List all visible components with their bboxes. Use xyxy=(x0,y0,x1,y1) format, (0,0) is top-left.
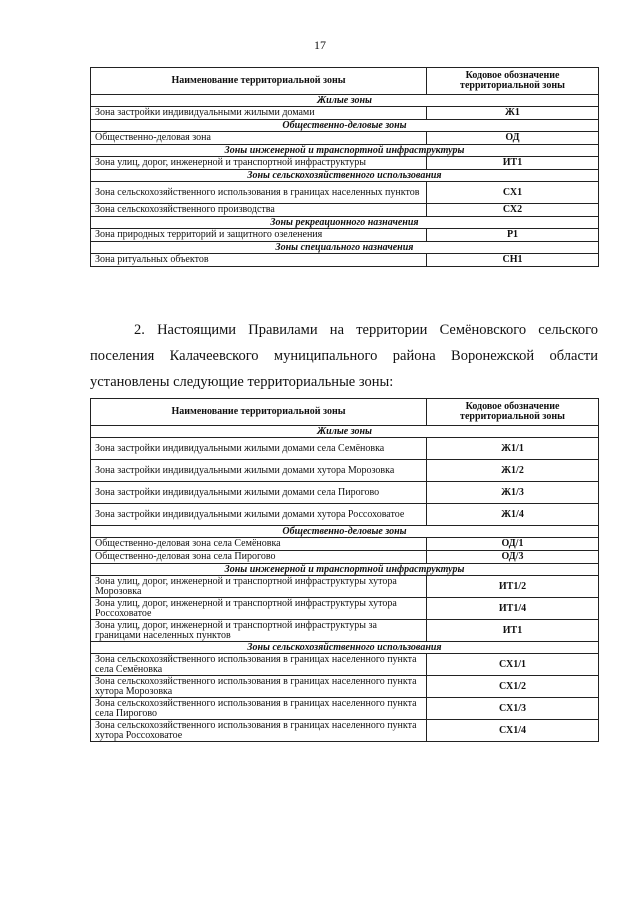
zone-name: Зона улиц, дорог, инженерной и транспортной инфраструктуры хутора Морозовка xyxy=(91,576,427,598)
table-row xyxy=(91,538,599,551)
table-row xyxy=(91,551,599,564)
section-title: Зоны специального назначения xyxy=(91,242,599,254)
section-title: Общественно-деловые зоны xyxy=(91,120,599,132)
zone-code: ИТ1 xyxy=(427,620,599,642)
body-paragraph xyxy=(90,317,598,395)
zone-code: СХ1/4 xyxy=(427,720,599,742)
zone-name: Зона застройки индивидуальными жилыми домами xyxy=(91,107,427,120)
section-row xyxy=(91,642,599,654)
section-title: Жилые зоны xyxy=(91,95,599,107)
table-row xyxy=(91,204,599,217)
table-row xyxy=(91,482,599,504)
header-name-cell: Наименование территориальной зоны xyxy=(91,399,427,426)
zone-name: Зона застройки индивидуальными жилыми домами хутора Морозовка xyxy=(91,460,427,482)
zone-code: СХ2 xyxy=(427,204,599,217)
section-title: Жилые зоны xyxy=(91,426,599,438)
zones-table-2 xyxy=(90,398,599,742)
zone-code: ИТ1/2 xyxy=(427,576,599,598)
table-row xyxy=(91,254,599,267)
zone-code: СХ1/3 xyxy=(427,698,599,720)
zone-name: Общественно-деловая зона села Семёновка xyxy=(91,538,427,551)
header-code-cell: Кодовое обозначение территориальной зоны xyxy=(427,399,599,426)
table-header-row xyxy=(91,399,599,426)
zone-name: Общественно-деловая зона села Пирогово xyxy=(91,551,427,564)
zone-name: Зона сельскохозяйственного использования в границах населенных пунктов xyxy=(91,182,427,204)
zone-code: СХ1/2 xyxy=(427,676,599,698)
table-row xyxy=(91,720,599,742)
table-row xyxy=(91,654,599,676)
zone-name: Зона сельскохозяйственного использования в границах населенного пункта хутора Морозовка xyxy=(91,676,427,698)
zone-code: Ж1/3 xyxy=(427,482,599,504)
table-row xyxy=(91,182,599,204)
table-row xyxy=(91,157,599,170)
section-row xyxy=(91,564,599,576)
header-name-cell: Наименование территориальной зоны xyxy=(91,68,427,95)
table-row xyxy=(91,438,599,460)
table-row xyxy=(91,107,599,120)
section-row xyxy=(91,426,599,438)
section-row xyxy=(91,526,599,538)
section-row xyxy=(91,170,599,182)
zone-code: ОД/1 xyxy=(427,538,599,551)
zone-code: Р1 xyxy=(427,229,599,242)
zone-name: Зона сельскохозяйственного использования в границах населенного пункта села Пирогово xyxy=(91,698,427,720)
zone-code: ОД xyxy=(427,132,599,145)
page-number: 17 xyxy=(314,38,326,52)
section-row xyxy=(91,242,599,254)
section-title: Зоны инженерной и транспортной инфраструктуры xyxy=(91,145,599,157)
section-title: Зоны инженерной и транспортной инфраструктуры xyxy=(91,564,599,576)
table-header-row xyxy=(91,68,599,95)
table-row xyxy=(91,229,599,242)
zone-code: СН1 xyxy=(427,254,599,267)
zone-name: Зона сельскохозяйственного использования в границах населенного пункта села Семёновка xyxy=(91,654,427,676)
zone-name: Зона застройки индивидуальными жилыми домами хутора Россоховатое xyxy=(91,504,427,526)
section-title: Зоны сельскохозяйственного использования xyxy=(91,642,599,654)
zone-code: Ж1/4 xyxy=(427,504,599,526)
zone-name: Зона улиц, дорог, инженерной и транспортной инфраструктуры хутора Россоховатое xyxy=(91,598,427,620)
section-title: Общественно-деловые зоны xyxy=(91,526,599,538)
zone-name: Зона ритуальных объектов xyxy=(91,254,427,267)
zone-code: ИТ1 xyxy=(427,157,599,170)
section-title: Зоны рекреационного назначения xyxy=(91,217,599,229)
table-row xyxy=(91,576,599,598)
zone-name: Зона сельскохозяйственного использования в границах населенного пункта хутора Россоховатое xyxy=(91,720,427,742)
zone-code: СХ1 xyxy=(427,182,599,204)
zone-name: Зона застройки индивидуальными жилыми домами села Семёновка xyxy=(91,438,427,460)
table-row xyxy=(91,676,599,698)
zone-name: Зона природных территорий и защитного озеленения xyxy=(91,229,427,242)
section-row xyxy=(91,120,599,132)
header-code-cell: Кодовое обозначение территориальной зоны xyxy=(427,68,599,95)
table-row xyxy=(91,598,599,620)
zone-code: Ж1 xyxy=(427,107,599,120)
zone-name: Зона улиц, дорог, инженерной и транспортной инфраструктуры xyxy=(91,157,427,170)
zone-code: ОД/3 xyxy=(427,551,599,564)
zones-table-1 xyxy=(90,67,599,267)
table-row xyxy=(91,698,599,720)
section-row xyxy=(91,145,599,157)
section-row xyxy=(91,217,599,229)
zone-name: Зона сельскохозяйственного производства xyxy=(91,204,427,217)
zone-code: СХ1/1 xyxy=(427,654,599,676)
section-title: Зоны сельскохозяйственного использования xyxy=(91,170,599,182)
section-row xyxy=(91,95,599,107)
table-row xyxy=(91,504,599,526)
table-row xyxy=(91,132,599,145)
zone-name: Общественно-деловая зона xyxy=(91,132,427,145)
paragraph-text: 2. Настоящими Правилами на территории Семёновского сельского поселения Калачеевского муниципального района Воронежской области установлены следующие территориальные зоны: xyxy=(90,322,598,390)
zone-name: Зона застройки индивидуальными жилыми домами села Пирогово xyxy=(91,482,427,504)
zone-code: Ж1/1 xyxy=(427,438,599,460)
table-row xyxy=(91,620,599,642)
zone-code: Ж1/2 xyxy=(427,460,599,482)
zone-name: Зона улиц, дорог, инженерной и транспортной инфраструктуры за границами населенных пунктов xyxy=(91,620,427,642)
zone-code: ИТ1/4 xyxy=(427,598,599,620)
table-row xyxy=(91,460,599,482)
